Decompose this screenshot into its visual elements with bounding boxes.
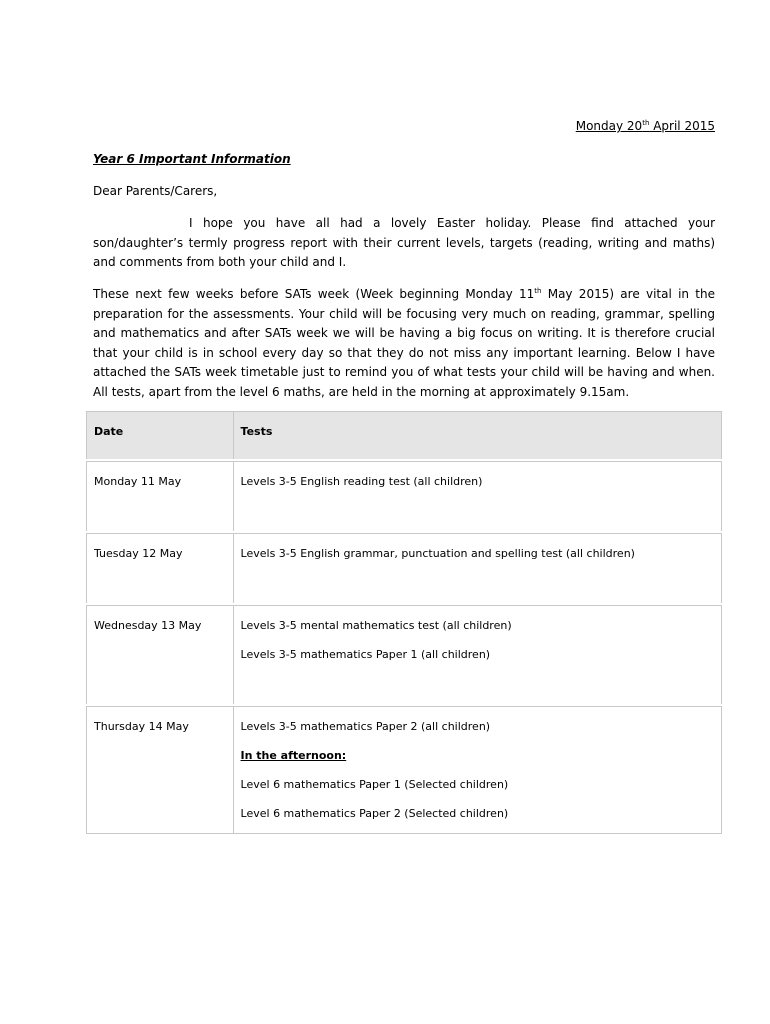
test-item: Levels 3-5 English reading test (all children): [240, 475, 483, 488]
row-date: Wednesday 13 May: [86, 605, 233, 704]
row-tests: [233, 706, 722, 834]
sats-timetable: [86, 411, 722, 834]
table-row: [86, 605, 722, 704]
header-tests: Tests: [233, 411, 722, 459]
row-tests: [233, 533, 722, 603]
salutation: Dear Parents/Carers,: [93, 184, 218, 198]
table-row: [86, 533, 722, 603]
row-date: Tuesday 12 May: [86, 533, 233, 603]
row-tests: [233, 605, 722, 704]
header-date: Date: [86, 411, 233, 459]
table-row: [86, 461, 722, 531]
test-item: Levels 3-5 mathematics Paper 1 (all children): [240, 648, 491, 661]
row-tests: [233, 461, 722, 531]
test-item: Level 6 mathematics Paper 2 (Selected children): [240, 807, 509, 820]
test-item: Levels 3-5 mathematics Paper 2 (all children): [240, 720, 491, 733]
letter-date: Monday 20th April 2015: [575, 119, 715, 133]
paragraph-intro: I hope you have all had a lovely Easter holiday. Please find attached your son/daughter’s termly progress report with their current levels, targets (reading, writing and maths) and comments from both your child and I.: [93, 216, 715, 270]
table-row: [86, 706, 722, 834]
row-date: Monday 11 May: [86, 461, 233, 531]
table-header-row: [86, 411, 722, 459]
test-item: Levels 3-5 English grammar, punctuation and spelling test (all children): [240, 547, 635, 560]
row-date: Thursday 14 May: [86, 706, 233, 834]
paragraph-sats: These next few weeks before SATs week (Week beginning Monday 11th May 2015) are vital in the preparation for the assessments. Your child will be focusing very much on reading, grammar, spelling and mathematics and after SATs week we will be having a big focus on writing. It is therefore crucial that your child is in school every day so that they do not miss any important learning. Below I have attached the SATs week timetable just to remind you of what tests your child will be having and when. All tests, apart from the level 6 maths, are held in the morning at approximately 9.15am.: [93, 287, 715, 399]
letter-heading: Year 6 Important Information: [93, 152, 291, 166]
test-item: Level 6 mathematics Paper 1 (Selected children): [240, 778, 509, 791]
test-item: Levels 3-5 mental mathematics test (all children): [240, 619, 512, 632]
afternoon-subheading: In the afternoon:: [240, 749, 347, 762]
